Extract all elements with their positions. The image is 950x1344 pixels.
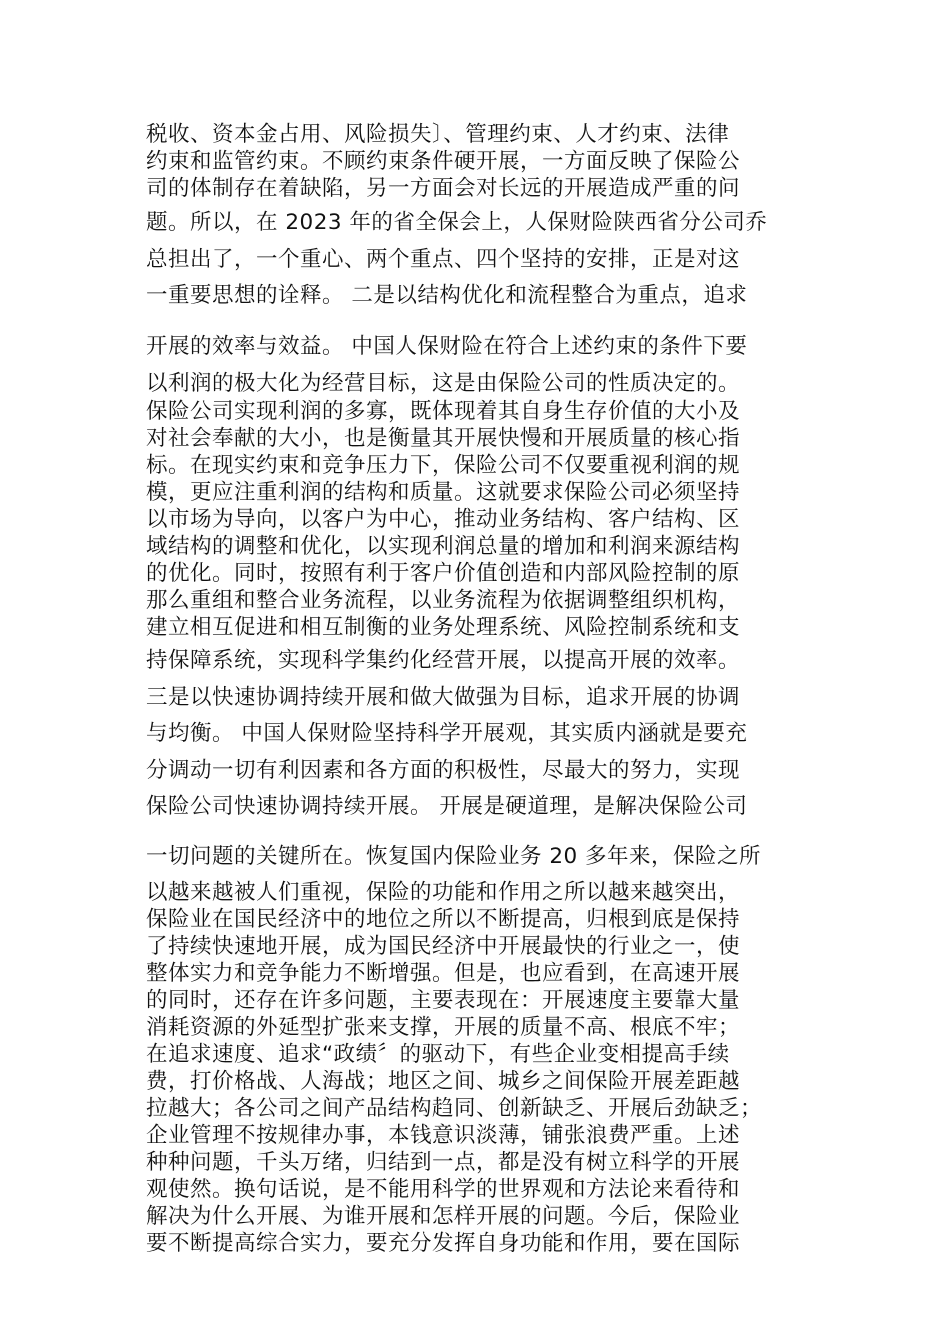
text-line: 以利润的极大化为经营目标，这是由保险公司的性质决定的。 [146, 371, 741, 396]
text-line: 分调动一切有利因素和各方面的积极性，尽最大的努力，实现 [146, 758, 741, 783]
text-line: 税收、资本金占用、风险损失〕、管理约束、人才约束、法律 [146, 122, 730, 147]
text-line: 标。在现实约束和竞争压力下，保险公司不仅要重视利润的规 [146, 453, 741, 478]
text-line: 费，打价格战、人海战；地区之间、城乡之间保险开展差距越 [146, 1069, 741, 1094]
text-line: 三是以快速协调持续开展和做大做强为目标，追求开展的协调 [146, 685, 741, 710]
text-line: 持保障系统，实现科学集约化经营开展，以提高开展的效率。 [146, 648, 741, 673]
text-line: 的优化。同时，按照有利于客户价值创造和内部风险控制的原 [146, 561, 741, 586]
text-line: 题。所以，在 2023 年的省全保会上，人保财险陕西省分公司乔 [146, 210, 768, 235]
text-line: 司的体制存在着缺陷，另一方面会对长远的开展造成严重的问 [146, 176, 741, 201]
text-line: 总担出了，一个重心、两个重点、四个坚持的安排，正是对这 [146, 247, 741, 272]
text-line: 域结构的调整和优化，以实现利润总量的增加和利润来源结构 [146, 534, 741, 559]
text-line: 建立相互促进和相互制衡的业务处理系统、风险控制系统和支 [146, 615, 741, 640]
text-line: 一重要思想的诠释。 二是以结构优化和流程整合为重点，追求 [146, 283, 748, 308]
text-line: 的同时，还存在许多问题，主要表现在：开展速度主要靠大量 [146, 988, 741, 1013]
text-line: 保险公司实现利润的多寡，既体现着其自身生存价值的大小及 [146, 399, 741, 424]
text-line: 整体实力和竞争能力不断增强。但是，也应看到，在高速开展 [146, 961, 741, 986]
text-line: 拉越大；各公司之间产品结构趋同、创新缺乏、开展后劲缺乏； [146, 1096, 763, 1121]
text-line: 以越来越被人们重视，保险的功能和作用之所以越来越突出， [146, 880, 741, 905]
text-line: 观使然。换句话说，是不能用科学的世界观和方法论来看待和 [146, 1177, 741, 1202]
text-line: 保险业在国民经济中的地位之所以不断提高，归根到底是保持 [146, 907, 741, 932]
text-line: 种种问题，千头万绪，归结到一点，都是没有树立科学的开展 [146, 1150, 741, 1175]
text-line: 对社会奉献的大小，也是衡量其开展快慢和开展质量的核心指 [146, 426, 741, 451]
text-line: 一切问题的关键所在。恢复国内保险业务 20 多年来，保险之所 [146, 844, 762, 869]
text-line: 要不断提高综合实力，要充分发挥自身功能和作用，要在国际 [146, 1231, 741, 1256]
text-line: 在追求速度、追求“政绩〞的驱动下，有些企业变相提高手续 [146, 1042, 730, 1067]
text-line: 开展的效率与效益。 中国人保财险在符合上述约束的条件下要 [146, 334, 748, 359]
text-line: 了持续快速地开展，成为国民经济中开展最快的行业之一，使 [146, 934, 741, 959]
text-line: 消耗资源的外延型扩张来支撑，开展的质量不高、根底不牢； [146, 1015, 741, 1040]
text-line: 解决为什么开展、为谁开展和怎样开展的问题。今后，保险业 [146, 1204, 741, 1229]
text-line: 与均衡。 中国人保财险坚持科学开展观，其实质内涵就是要充 [146, 721, 748, 746]
text-line: 那么重组和整合业务流程，以业务流程为依据调整组织机构， [146, 588, 741, 613]
text-line: 模，更应注重利润的结构和质量。这就要求保险公司必须坚持 [146, 480, 741, 505]
text-line: 保险公司快速协调持续开展。 开展是硬道理，是解决保险公司 [146, 794, 748, 819]
text-line: 企业管理不按规律办事，本钱意识淡薄，铺张浪费严重。上述 [146, 1123, 741, 1148]
text-line: 约束和监管约束。不顾约束条件硬开展，一方面反映了保险公 [146, 149, 741, 174]
text-line: 以市场为导向，以客户为中心，推动业务结构、客户结构、区 [146, 507, 741, 532]
